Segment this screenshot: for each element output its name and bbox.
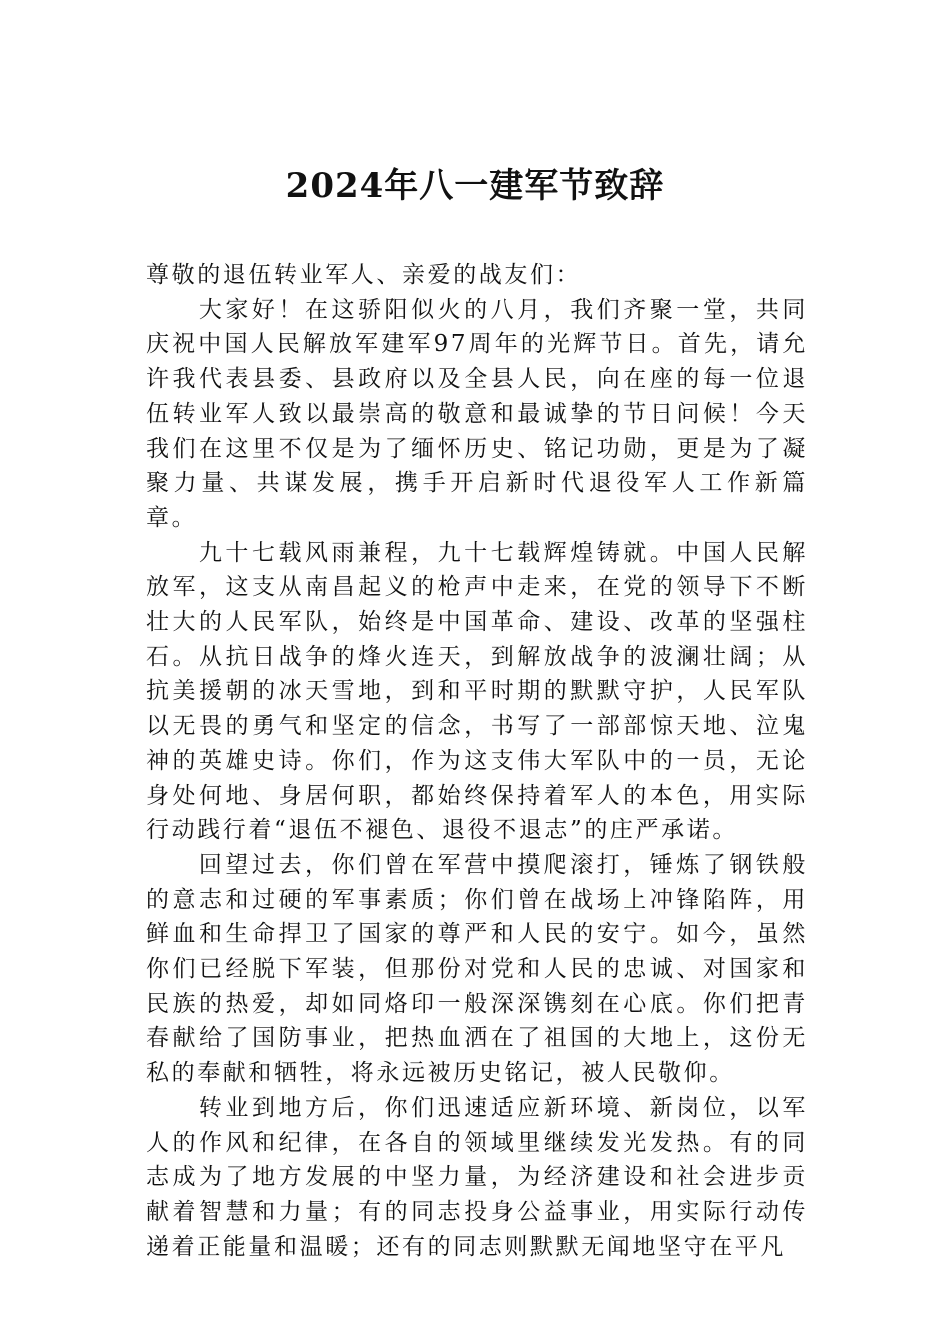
salutation: 尊敬的退伍转业军人、亲爱的战友们： — [146, 262, 582, 288]
paragraph-3: 回望过去，你们曾在军营中摸爬滚打，锤炼了钢铁般的意志和过硬的军事素质；你们曾在战场上冲锋陷阵，用鲜血和生命捍卫了国家的尊严和人民的安宁。如今，虽然你们已经脱下军装，但那份对党和人民的忠诚、对国家和民族的热爱，却如同烙印一般深深镌刻在心底。你们把青春献给了国防事业，把热血洒在了祖国的大地上，这份无私的奉献和牺牲，将永远被历史铭记，被人民敬仰。 — [146, 851, 808, 1087]
paragraph-1: 大家好！在这骄阳似火的八月，我们齐聚一堂，共同庆祝中国人民解放军建军97周年的光辉节日。首先，请允许我代表县委、县政府以及全县人民，向在座的每一位退伍转业军人致以最崇高的敬意和最诚挚的节日问候！今天我们在这里不仅是为了缅怀历史、铭记功勋，更是为了凝聚力量、共谋发展，携手开启新时代退役军人工作新篇章。 — [146, 296, 808, 531]
paragraph-4: 转业到地方后，你们迅速适应新环境、新岗位，以军人的作风和纪律，在各自的领域里继续发光发热。有的同志成为了地方发展的中坚力量，为经济建设和社会进步贡献着智慧和力量；有的同志投身公益事业，用实际行动传递着正能量和温暖；还有的同志则默默无闻地坚守在平凡 — [146, 1094, 808, 1260]
document-body — [146, 258, 808, 1264]
document-title: 2024年八一建军节致辞 — [285, 166, 665, 206]
paragraph-2: 九十七载风雨兼程，九十七载辉煌铸就。中国人民解放军，这支从南昌起义的枪声中走来，在党的领导下不断壮大的人民军队，始终是中国革命、建设、改革的坚强柱石。从抗日战争的烽火连天，到解放战争的波澜壮阔；从抗美援朝的冰天雪地，到和平时期的默默守护，人民军队以无畏的勇气和坚定的信念，书写了一部部惊天地、泣鬼神的英雄史诗。你们，作为这支伟大军队中的一员，无论身处何地、身居何职，都始终保持着军人的本色，用实际行动践行着“退伍不褪色、退役不退志”的庄严承诺。 — [146, 539, 808, 844]
